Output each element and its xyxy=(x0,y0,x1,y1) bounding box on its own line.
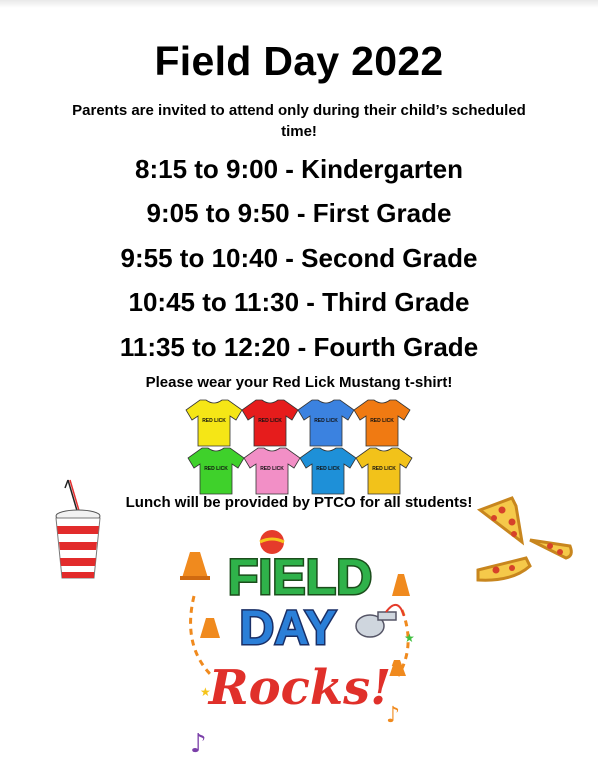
field-day-rocks-logo xyxy=(172,526,428,758)
shirt-note: Please wear your Red Lick Mustang t-shirt! xyxy=(145,374,453,391)
logo-rocks-text: Rocks! xyxy=(208,660,392,716)
tshirt-print-text: RED LICK xyxy=(316,466,340,472)
window-top-edge xyxy=(0,0,598,8)
svg-text:♪: ♪ xyxy=(190,729,207,758)
tshirt-print-text: RED LICK xyxy=(204,466,228,472)
tshirt-print-text: RED LICK xyxy=(370,418,394,424)
pizza-slices-icon xyxy=(472,496,576,588)
tshirt-print-text: RED LICK xyxy=(314,418,338,424)
svg-text:★: ★ xyxy=(404,631,415,645)
logo-field-text: FIELD xyxy=(227,549,373,605)
svg-text:♪: ♪ xyxy=(386,703,401,728)
schedule-third-grade: 10:45 to 11:30 - Third Grade xyxy=(128,287,470,317)
schedule-kindergarten: 8:15 to 9:00 - Kindergarten xyxy=(135,154,463,184)
parents-notice: Parents are invited to attend only during their child’s scheduled time! xyxy=(72,102,526,140)
soda-cup-icon xyxy=(48,478,108,583)
tshirt-print-text: RED LICK xyxy=(260,466,284,472)
page-title: Field Day 2022 xyxy=(154,38,444,84)
tshirt-print-text: RED LICK xyxy=(202,418,226,424)
tshirts-image xyxy=(184,398,414,498)
lunch-note: Lunch will be provided by PTCO for all students! xyxy=(125,494,473,511)
schedule-fourth-grade: 11:35 to 12:20 - Fourth Grade xyxy=(119,332,479,362)
tshirt-print-text: RED LICK xyxy=(372,466,396,472)
tshirt-print-text: RED LICK xyxy=(258,418,282,424)
schedule-first-grade: 9:05 to 9:50 - First Grade xyxy=(146,198,452,228)
svg-text:★: ★ xyxy=(200,685,211,699)
logo-day-text: DAY xyxy=(239,602,337,655)
schedule-second-grade: 9:55 to 10:40 - Second Grade xyxy=(120,243,478,273)
